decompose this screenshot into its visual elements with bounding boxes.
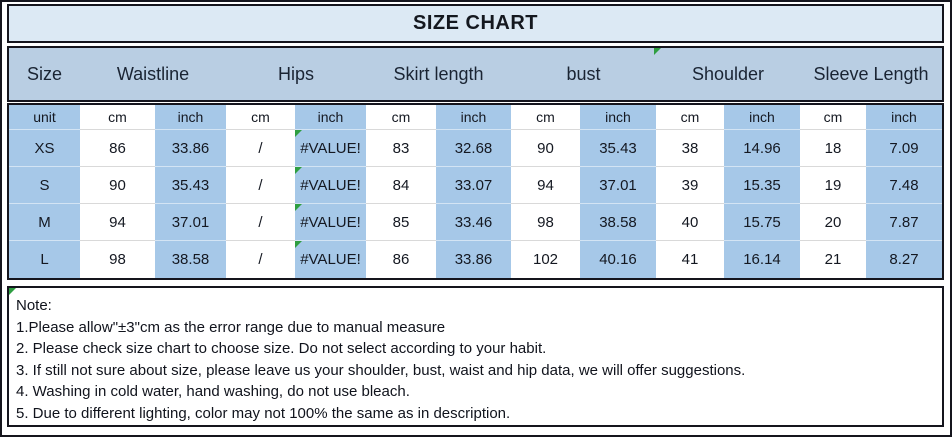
value-cell: #VALUE! (295, 130, 366, 167)
note-line: 5. Due to different lighting, color may not 100% the same as in description. (16, 404, 511, 422)
value-cell: 33.86 (155, 130, 226, 167)
value-cell: 15.35 (724, 167, 800, 204)
value-cell: 37.01 (580, 167, 656, 204)
value-cell: 19 (800, 167, 866, 204)
value-cell: 33.86 (436, 241, 511, 278)
notes-heading: Note: (16, 297, 52, 314)
value-cell: / (226, 204, 295, 241)
title-bar (7, 4, 944, 43)
unit-cell: inch (436, 105, 511, 130)
value-cell: 32.68 (436, 130, 511, 167)
unit-cell: inch (724, 105, 800, 130)
value-cell: 90 (511, 130, 580, 167)
column-header-waistline: Waistline (116, 63, 190, 84)
unit-cell: cm (80, 105, 155, 130)
value-cell: 94 (80, 204, 155, 241)
unit-cell: inch (155, 105, 226, 130)
value-cell: 98 (511, 204, 580, 241)
error-indicator-icon (295, 204, 302, 211)
value-cell: 33.46 (436, 204, 511, 241)
value-cell: 84 (366, 167, 436, 204)
value-cell: 18 (800, 130, 866, 167)
notes-section (7, 286, 944, 427)
value-cell: #VALUE! (295, 241, 366, 278)
size-cell: S (9, 167, 80, 204)
error-indicator-icon (9, 288, 16, 295)
value-cell: 35.43 (580, 130, 656, 167)
value-cell: #VALUE! (295, 167, 366, 204)
unit-cell: inch (295, 105, 366, 130)
column-header-skirt-length: Skirt length (393, 63, 484, 84)
value-cell: #VALUE! (295, 204, 366, 241)
value-cell: / (226, 130, 295, 167)
value-cell: 21 (800, 241, 866, 278)
error-indicator-icon (295, 241, 302, 248)
value-cell: 86 (366, 241, 436, 278)
note-line: 1.Please allow"±3"cm as the error range due to manual measure (16, 318, 446, 336)
note-line: 2. Please check size chart to choose size. Do not select according to your habit. (16, 340, 547, 358)
value-cell: 38.58 (155, 241, 226, 278)
value-cell: 37.01 (155, 204, 226, 241)
value-cell: / (226, 241, 295, 278)
value-cell: 14.96 (724, 130, 800, 167)
table-body (7, 103, 944, 280)
value-cell: 7.87 (866, 204, 942, 241)
error-indicator-icon (295, 167, 302, 174)
error-indicator-icon (295, 130, 302, 137)
note-line: 4. Washing in cold water, hand washing, do not use bleach. (16, 383, 410, 401)
unit-cell: cm (800, 105, 866, 130)
unit-cell: inch (866, 105, 942, 130)
unit-cell: cm (656, 105, 724, 130)
value-cell: 35.43 (155, 167, 226, 204)
value-cell: 20 (800, 204, 866, 241)
column-header-size: Size (26, 63, 62, 84)
value-cell: 16.14 (724, 241, 800, 278)
column-header-bust: bust (566, 63, 601, 84)
error-indicator-icon (654, 48, 661, 55)
value-cell: 98 (80, 241, 155, 278)
value-cell: 38.58 (580, 204, 656, 241)
value-cell: 86 (80, 130, 155, 167)
page-title: SIZE CHART (413, 12, 538, 34)
unit-cell: inch (580, 105, 656, 130)
value-cell: 85 (366, 204, 436, 241)
column-header-hips: Hips (277, 63, 314, 84)
value-cell: 94 (511, 167, 580, 204)
value-cell: 33.07 (436, 167, 511, 204)
value-cell: 8.27 (866, 241, 942, 278)
unit-cell: cm (226, 105, 295, 130)
value-cell: 41 (656, 241, 724, 278)
value-cell: 7.48 (866, 167, 942, 204)
unit-cell: cm (366, 105, 436, 130)
column-header-shoulder: Shoulder (691, 63, 765, 84)
value-cell: 39 (656, 167, 724, 204)
column-header-sleeve-length: Sleeve Length (813, 63, 929, 84)
unit-cell: cm (511, 105, 580, 130)
unit-label-cell: unit (9, 105, 80, 130)
value-cell: 7.09 (866, 130, 942, 167)
value-cell: 83 (366, 130, 436, 167)
size-cell: XS (9, 130, 80, 167)
size-cell: M (9, 204, 80, 241)
value-cell: 38 (656, 130, 724, 167)
value-cell: 40 (656, 204, 724, 241)
value-cell: 15.75 (724, 204, 800, 241)
value-cell: 102 (511, 241, 580, 278)
note-line: 3. If still not sure about size, please leave us your shoulder, bust, waist and hip data, we will offer suggestions. (16, 361, 746, 379)
value-cell: 90 (80, 167, 155, 204)
value-cell: 40.16 (580, 241, 656, 278)
size-cell: L (9, 241, 80, 278)
table-header-row (7, 46, 944, 102)
value-cell: / (226, 167, 295, 204)
